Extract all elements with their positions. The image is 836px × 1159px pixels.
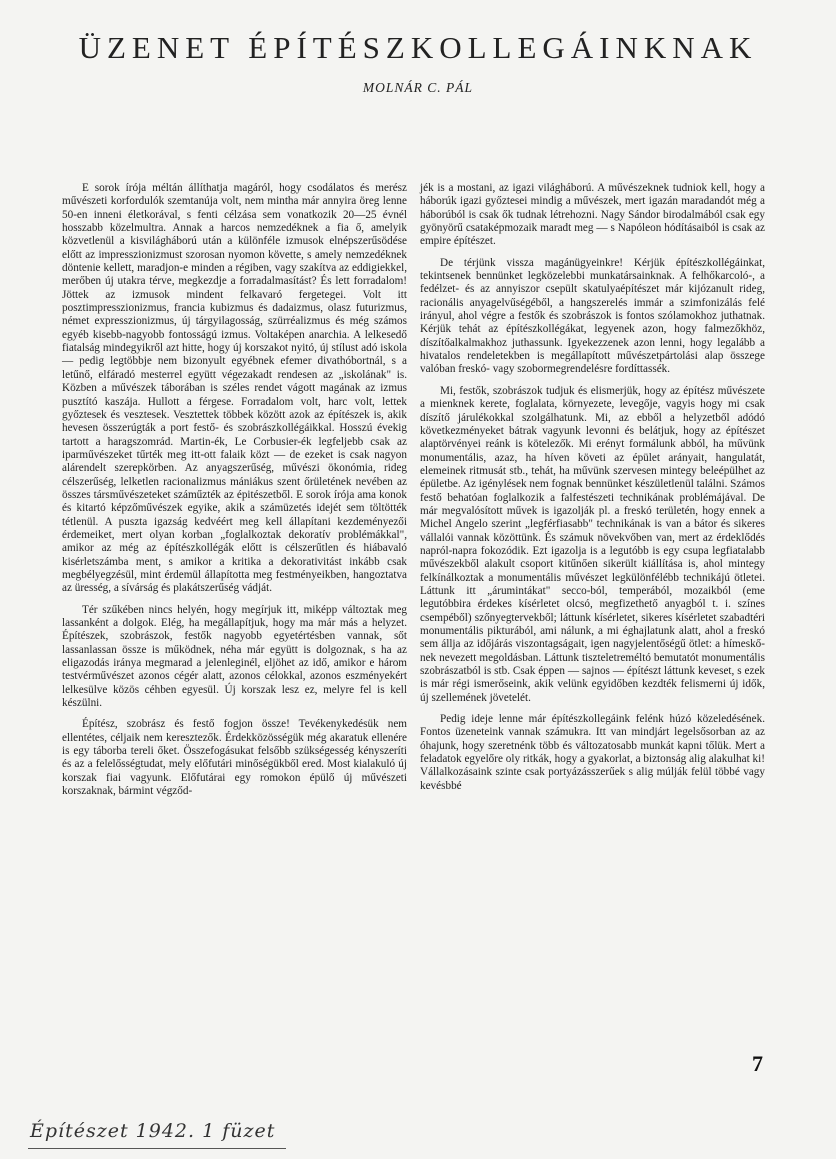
- page-number: 7: [752, 1051, 763, 1076]
- text-column-left: [62, 182, 407, 798]
- paragraph: De térjünk vissza magánügyeinkre! Kérjük építészkollégáinkat, tekintsenek bennünket legközelebbi munkatársainknak. A felhőkarcoló-, a fedélzet- és az annyiszor csepült skatulyaépítészet már kijózanult rideg, racionális anyagelvűségéből, a hangszerelés immár a szimfonizálás felé irányul, ahol végre a festők és szobrászok is fontos szólamokhoz juthatnak. Kérjük tehát az építészkollégákat, legyenek azon, hogy falmezőkhöz, díszítőalkalmakhoz juthassunk. Igyekezzenek azon lenni, hogy legalább a hivatalos rendeletekben is megállapított művészetpártolási alap összege valóban freskó- vagy szobormegrendelésre fordíttassék.: [420, 256, 765, 376]
- paragraph: E sorok írója méltán állíthatja magáról, hogy csodálatos és merész művészeti korfordulók szemtanúja volt, nem mintha már annyira öreg lenne 50-en inneni életkorával, s fenti célzása sem vonatkozik 20—25 évnél hosszabb közelmultra. Annak a harcos nemzedéknek a fia ő, amelyik közvetlenül a kisvilágháború után a különféle izmusok elnépszerűsödése előtt az impresszionizmust szorosan nyomon követte, s amely nemzedéknek döntenie kellett, maradjon-e minden a régiben, vagy szakítva az eddigiekkel, merőben új utakra térve, megkezdje a forradalmasítást? És lett forradalom! Jöttek az izmusok mindent felkavaró fergetegei. Volt itt posztimpresszionizmus, francia kubizmus és dadaizmus, olasz futurizmus, német expresszionizmus, új tárgyilagosság, szürréalizmus és még számos egyéb kisebb-nagyobb fontosságú izmus. Voltaképen anarchia. A lelkesedő fiatalság mindegyikről azt hitte, hogy új korszakot nyitó, új stílust adó iskola — pedig legtöbbje nem bizonyult egyébnek efemer divathóbortnál, s a letűnő, elfáradó mesterrel együtt végezakadt rendesen az „iskolának" is. Közben a művészek táborában is széles rendet vágott magának az izmus pusztító kaszája. Hullott a férgese. Forradalom volt, harc volt, lettek győztesek és vesztesek. Vesztettek többek között azok az építészek is, akik hevesen összerúgták a port festő- és szobrászkollégáikkal. Hosszú évekig tartott a haragszomrád. Martin-ék, Le Corbusier-ék legfeljebb csak az iparművészeket tűrték meg itt-ott falaik közt — de ezeket is csak nagyon alárendelt szerepkörben. Az anyagszerűség, művészi ökonómia, rideg célszerűség, lelketlen racionalizmus mániákus szent őrületének nevében az összes társművészeteket száműzték az épitészetből. E sorok írója ama konok és kitartó képzőművészek egyike, akik a számüzetés idejét sem töltötték tétlenül. A puszta igazság kedvéért meg kell állapítani kezdeményezői érdemeiket, mert olyan korban „foglalkoztak dekoratív problémákkal", amikor az még az építészkollégák előtt is célszerűtlen és hiábavaló kisérletszámba ment, s amikor a kritika a dekorativitást inkább csak megbélyegzésül, mint érdemül állapította meg festményeikben, hangoztatva az üresség, a sívárság és plakátszerűség vádját.: [62, 182, 407, 595]
- paragraph: Tér szűkében nincs helyén, hogy megírjuk itt, miképp változtak meg lassanként a dolgok. Elég, ha megállapítjuk, hogy ma már más a helyzet. Építészek, szobrászok, festők nagyobb egyetértésben vannak, sőt lassanlassan össze is működnek, néha már együtt is dolgoznak, s ha az eligazodás iránya megmarad a jelenleginél, eljöhet az idő, amikor e három testvérművészet azonos cégér alatt, azonos célokkal, azonos eszményekért lelkesülve közös céhben egyesül. Új korszak lesz ez, melyre fel is kell készülni.: [62, 603, 407, 710]
- paragraph: jék is a mostani, az igazi világháború. A művészeknek tudniok kell, hogy a háborúk igazi győztesei mindig a művészek, mert igazán maradandót még a háborúból is csak ők tudnak létrehozni. Nagy Sándor birodalmából csak egy gyönyörű csataképmozaik maradt meg — s Napóleon hódításaiból is csak az empire építészet.: [420, 182, 765, 248]
- article-title: ÜZENET ÉPÍTÉSZKOLLEGÁINKNAK: [78, 30, 758, 65]
- article-author: MOLNÁR C. PÁL: [362, 80, 474, 95]
- text-column-right: [420, 182, 765, 793]
- paragraph: Mi, festők, szobrászok tudjuk és elismerjük, hogy az építész művészete a mienknek kerete, foglalata, környezete, levegője, vagyis hogy mi csak díszítő járulékokkal szolgálhatunk. Mi, az ebből a helyzetből adódó következményeket bátrak vagyunk levonni és belátjuk, hogy az építészet alaptörvényei reánk is kötelezők. Mi erényt formálunk abból, ha művünk monumentális, azaz, ha híven követi az épület arányait, hangulatát, elemeinek ritmusát stb., tehát, ha művünk szervesen mintegy beleépülhet az épületbe. Az igénylések nem fognak bennünket készületlenül találni. Számos festő behatóan foglalkozik a falfestészeti technikának problémájával. De már megvalósított művek is igazolják pl. a freskó területén, hogy ennek a Michel Angelo szerint „legférfiasabb" technikának is van a bátor és sikeres vállalói vannak közöttünk. És számuk növekvőben van, mert az érdeklődés napról-napra fokozódik. Ezt igazolja is a legutóbb is egy csupa legfiatalabb művészekből alakult csoport kitűnően sikerült kiállítása is, ahol mintegy felkínálkoztak a monumentális művészet legkülönfélébb technikájú ötletei. Láttunk itt „árumintákat" secco-ból, temperából, mozaikból (eme legutóbbira érdekes kísérletet olcsó, megfizethető anyagból t. i. színes csempéből) szőnyegtervekből; láttunk kísérletet, sikeres kísérletet szabadtéri monumentális pikturából, ami nálunk, a mi éghajlatunk alatt, ahol a freskó sem állja az időjárás viszontagságait, igen nagyjelentőségű ötlet: a hímeskő-nek nevezett megoldásban. Láttunk tiszteletreméltó bemutatót monumentális szobrászatból is stb. Csak éppen — sajnos — építészt láttunk keveset, s ezek is már régi ismerőseink, akik velünk egyidőben kezdték felismerni új idők, új szellemének jövetelét.: [420, 384, 765, 704]
- paragraph: Pedig ideje lenne már építészkollegáink felénk húzó közeledésének. Fontos üzeneteink vannak számukra. Itt van mindjárt legelsősorban az az óhajunk, hogy szeretnénk több és változatosabb munkát kapni tőlük. Mert a feladatok egyelőre oly ritkák, hogy a gyakorlat, a biztonság alig alakulhat ki! Vállalkozásaink szinte csak portyázásszerűek s alig múlják felül többé vagy kevésbbé: [420, 713, 765, 792]
- handwritten-underline: [28, 1148, 286, 1149]
- handwritten-note: Építészet 1942. 1 füzet: [30, 1120, 276, 1142]
- paragraph: Építész, szobrász és festő fogjon össze! Tevékenykedésük nem ellentétes, céljaik nem keresztezők. Érdekközösségük még akaratuk ellenére is egy táborba tereli őket. Összefogásukat felsőbb szükségesség kényszeríti és az a felelősségtudat, mely előfutári minőségükből ered. Most kialakuló új korszak fiai vagyunk. Előfutárai egy romokon épülő új művészeti korszaknak, bármint végződ-: [62, 718, 407, 798]
